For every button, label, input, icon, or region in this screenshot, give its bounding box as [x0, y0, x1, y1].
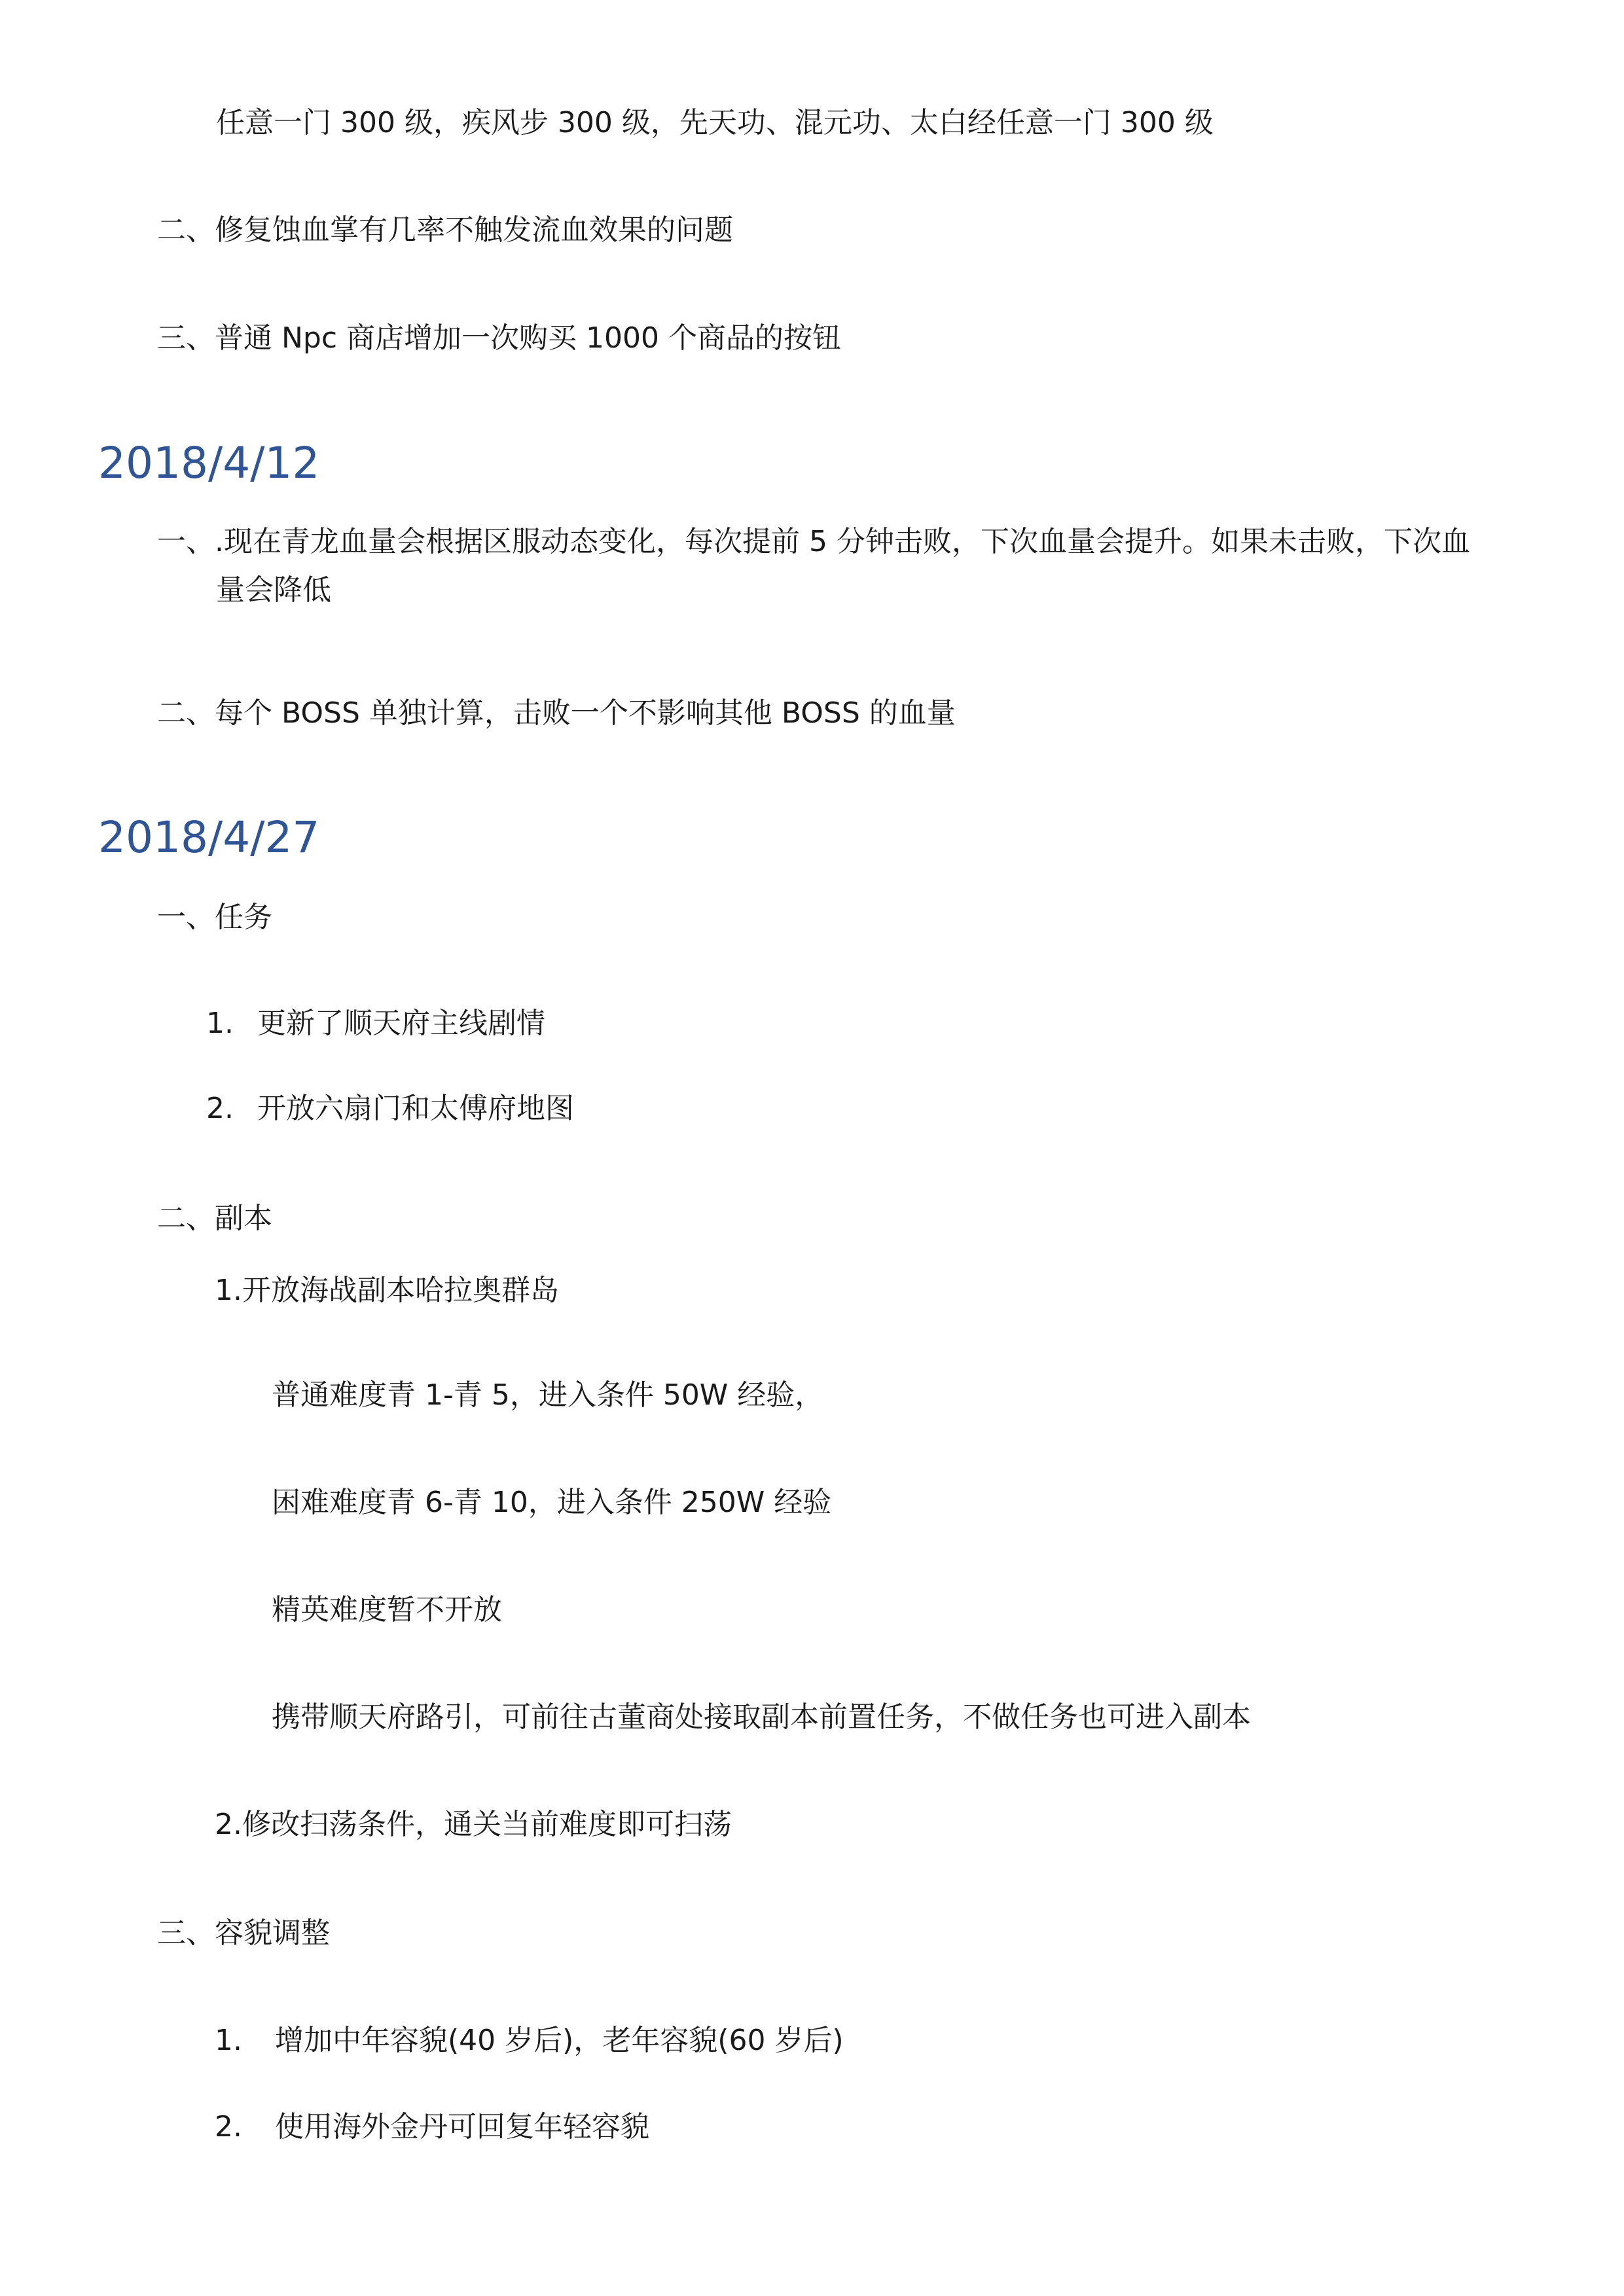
list-item: 二、修复蚀血掌有几率不触发流血效果的问题 — [157, 213, 733, 247]
item-number: 1. — [206, 1007, 234, 1040]
item-text: 开放六扇门和太傅府地图 — [257, 1092, 574, 1125]
sub-item: 1.开放海战副本哈拉奥群岛 — [215, 1274, 559, 1307]
section-heading: 二、副本 — [157, 1202, 272, 1235]
detail-line: 困难难度青 6-青 10，进入条件 250W 经验 — [272, 1486, 832, 1519]
numbered-item — [215, 2106, 649, 2148]
detail-line: 普通难度青 1-青 5，进入条件 50W 经验， — [272, 1378, 824, 1412]
item-text: 使用海外金丹可回复年轻容貌 — [275, 2110, 649, 2144]
date-heading: 2018/4/27 — [98, 812, 320, 863]
list-item: 一、.现在青龙血量会根据区服动态变化，每次提前 5 分钟击败，下次血量会提升。如果未击败，下次血 — [157, 525, 1470, 558]
detail-line: 精英难度暂不开放 — [272, 1593, 502, 1626]
numbered-item — [215, 2020, 844, 2062]
section-heading: 三、容貌调整 — [157, 1916, 330, 1950]
detail-line: 携带顺天府路引，可前往古董商处接取副本前置任务，不做任务也可进入副本 — [272, 1700, 1251, 1734]
item-text: 增加中年容貌(40 岁后)，老年容貌(60 岁后) — [275, 2024, 844, 2057]
section-heading: 一、任务 — [157, 901, 272, 934]
item-number: 2. — [215, 2110, 242, 2144]
list-item: 二、每个 BOSS 单独计算，击败一个不影响其他 BOSS 的血量 — [157, 696, 956, 730]
list-item: 三、普通 Npc 商店增加一次购买 1000 个商品的按钮 — [157, 321, 841, 355]
item-number: 2. — [206, 1092, 234, 1125]
numbered-item — [206, 1088, 574, 1130]
item-number: 1. — [215, 2024, 242, 2057]
continued-line: 任意一门 300 级，疾风步 300 级，先天功、混元功、太白经任意一门 300 级 — [216, 106, 1214, 139]
numbered-item — [206, 1003, 545, 1045]
list-item-continuation: 量会降低 — [216, 573, 331, 607]
item-text: 更新了顺天府主线剧情 — [257, 1007, 545, 1040]
date-heading: 2018/4/12 — [98, 438, 320, 488]
sub-item: 2.修改扫荡条件，通关当前难度即可扫荡 — [215, 1808, 732, 1841]
